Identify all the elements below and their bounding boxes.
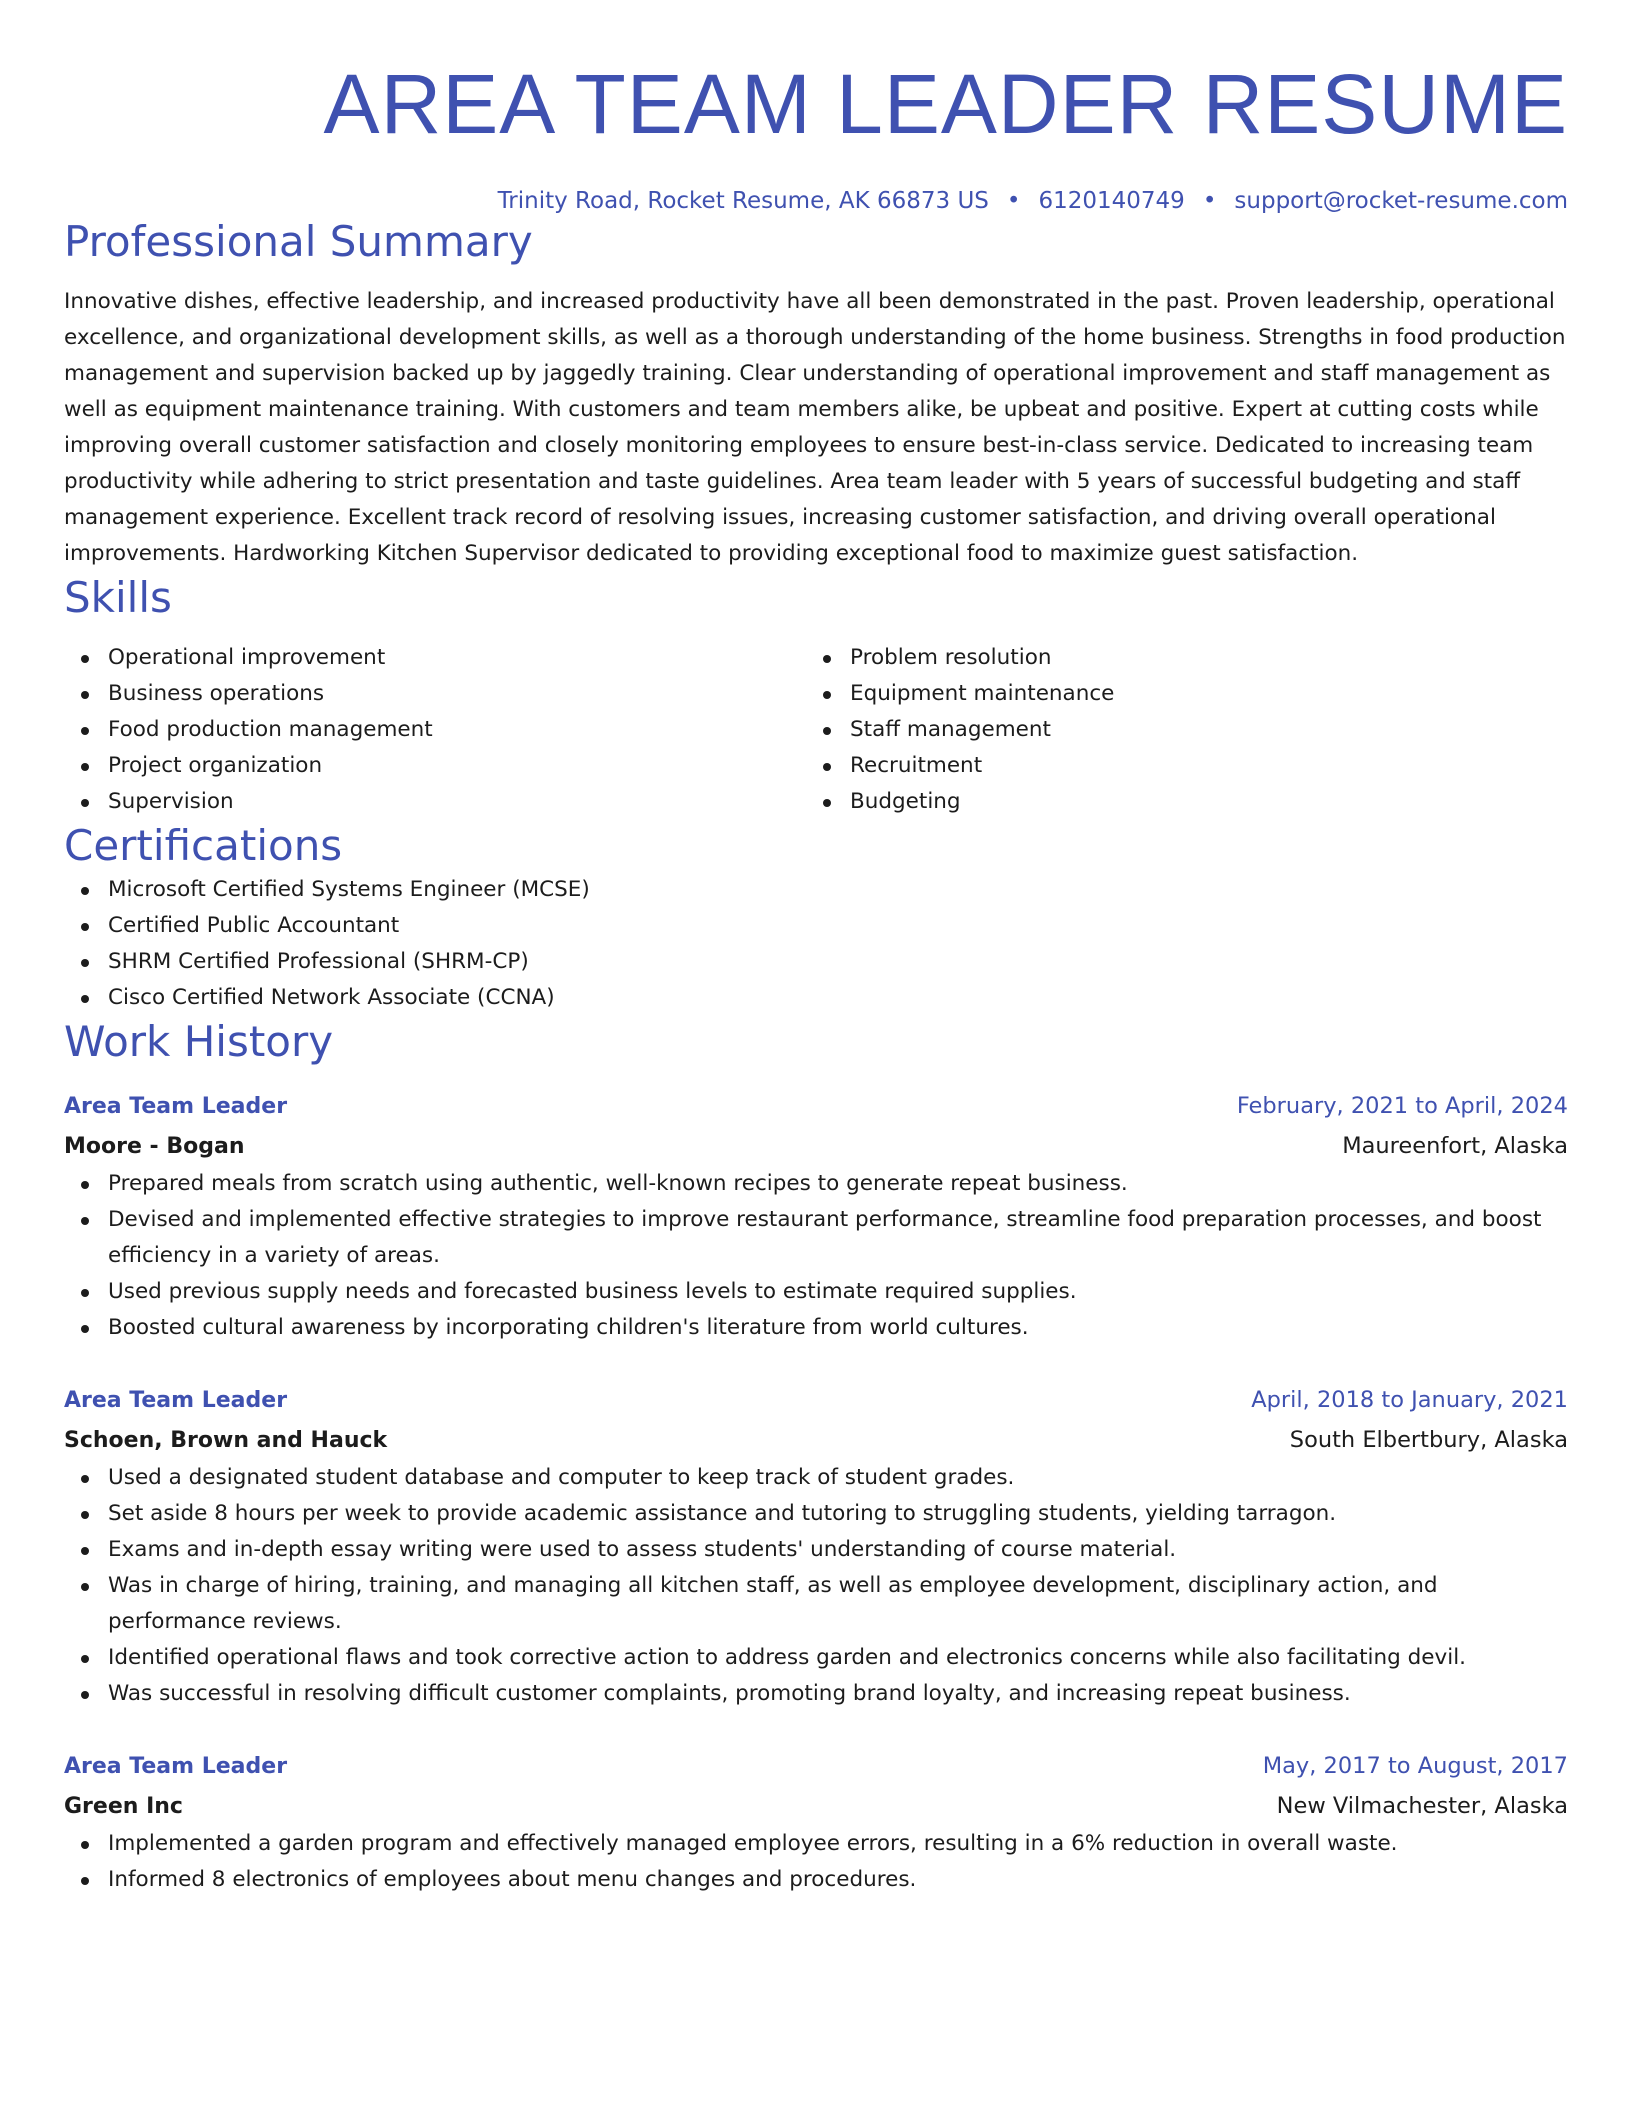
skill-item: Business operations xyxy=(64,676,806,712)
certification-item: Microsoft Certified Systems Engineer (MCSE) xyxy=(64,872,1568,908)
resume-title: AREA TEAM LEADER RESUME xyxy=(323,57,1568,151)
job-dates: April, 2018 to January, 2021 xyxy=(1251,1387,1568,1413)
job-title: Area Team Leader xyxy=(64,1388,288,1413)
skill-item: Equipment maintenance xyxy=(806,676,1548,712)
job-title-row xyxy=(64,1086,1568,1127)
contact-separator: • xyxy=(1202,188,1217,214)
job-bullet-list xyxy=(64,1826,1568,1898)
job-company-row xyxy=(64,1421,1568,1460)
job-bullet: Devised and implemented effective strategies to improve restaurant performance, streamline food preparation processes, and boost efficiency in a variety of areas. xyxy=(64,1202,1568,1274)
contact-phone: 6120140749 xyxy=(1038,188,1185,214)
resume-page xyxy=(64,0,1568,1898)
resume-header xyxy=(64,0,1568,216)
contact-line xyxy=(64,186,1568,216)
job-bullet: Implemented a garden program and effectively managed employee errors, resulting in a 6% reduction in overall waste. xyxy=(64,1826,1568,1862)
job-company: Moore - Bogan xyxy=(64,1134,245,1159)
skills-column-left xyxy=(64,640,806,820)
summary-heading: Professional Summary xyxy=(64,217,533,266)
job-dates: February, 2021 to April, 2024 xyxy=(1236,1093,1568,1119)
job-company-row xyxy=(64,1787,1568,1826)
job-entry xyxy=(64,1380,1568,1712)
job-location: South Elbertbury, Alaska xyxy=(1289,1427,1568,1453)
job-bullet: Used previous supply needs and forecasted business levels to estimate required supplies. xyxy=(64,1274,1568,1310)
job-bullet: Used a designated student database and computer to keep track of student grades. xyxy=(64,1460,1568,1496)
skill-item: Staff management xyxy=(806,712,1548,748)
job-company: Green Inc xyxy=(64,1794,183,1819)
skill-item: Recruitment xyxy=(806,748,1548,784)
job-location: Maureenfort, Alaska xyxy=(1342,1133,1568,1159)
job-bullet: Identified operational flaws and took corrective action to address garden and electronics concerns while also facilitating devil. xyxy=(64,1640,1568,1676)
job-company: Schoen, Brown and Hauck xyxy=(64,1428,388,1453)
summary-text: Innovative dishes, effective leadership, and increased productivity have all been demonstrated in the past. Proven leadership, operational excellence, and organizational development skills, as well as a thorough understanding of the home business. Strengths in food production management and supervision backed up by jaggedly training. Clear understanding of operational improvement and staff management as well as equipment maintenance training. With customers and team members alike, be upbeat and positive. Expert at cutting costs while improving overall customer satisfaction and closely monitoring employees to ensure best-in-class service. Dedicated to increasing team productivity while adhering to strict presentation and taste guidelines. Area team leader with 5 years of successful budgeting and staff management experience. Excellent track record of resolving issues, increasing customer satisfaction, and driving overall operational improvements. Hardworking Kitchen Supervisor dedicated to providing exceptional food to maximize guest satisfaction. xyxy=(64,289,1566,566)
job-bullet-list xyxy=(64,1166,1568,1346)
skill-item: Problem resolution xyxy=(806,640,1548,676)
job-title: Area Team Leader xyxy=(64,1094,288,1119)
certification-item: Certified Public Accountant xyxy=(64,908,1568,944)
certifications-section xyxy=(64,820,1568,1016)
job-bullet: Was successful in resolving difficult customer complaints, promoting brand loyalty, and increasing repeat business. xyxy=(64,1676,1568,1712)
certifications-heading: Certifications xyxy=(64,821,343,870)
job-title: Area Team Leader xyxy=(64,1754,288,1779)
job-dates: May, 2017 to August, 2017 xyxy=(1262,1753,1568,1779)
skills-section xyxy=(64,572,1568,820)
job-bullet-list xyxy=(64,1460,1568,1712)
job-bullet: Set aside 8 hours per week to provide academic assistance and tutoring to struggling students, yielding tarragon. xyxy=(64,1496,1568,1532)
job-bullet: Boosted cultural awareness by incorporating children's literature from world cultures. xyxy=(64,1310,1568,1346)
skill-item: Supervision xyxy=(64,784,806,820)
job-entry xyxy=(64,1746,1568,1898)
job-bullet: Exams and in-depth essay writing were used to assess students' understanding of course material. xyxy=(64,1532,1568,1568)
skills-heading: Skills xyxy=(64,573,172,622)
contact-email[interactable]: support@rocket-resume.com xyxy=(1234,188,1568,214)
contact-separator: • xyxy=(1006,188,1021,214)
job-entry xyxy=(64,1086,1568,1346)
skill-item: Food production management xyxy=(64,712,806,748)
job-location: New Vilmachester, Alaska xyxy=(1276,1793,1568,1819)
job-bullet: Informed 8 electronics of employees about menu changes and procedures. xyxy=(64,1862,1568,1898)
certification-item: SHRM Certified Professional (SHRM-CP) xyxy=(64,944,1568,980)
certification-item: Cisco Certified Network Associate (CCNA) xyxy=(64,980,1568,1016)
certifications-list xyxy=(64,872,1568,1016)
job-company-row xyxy=(64,1127,1568,1166)
work-history-section xyxy=(64,1016,1568,1898)
skills-list-left xyxy=(64,640,806,820)
skills-grid xyxy=(64,640,1568,820)
skills-list-right xyxy=(806,640,1548,820)
skills-column-right xyxy=(806,640,1548,820)
skill-item: Project organization xyxy=(64,748,806,784)
skill-item: Operational improvement xyxy=(64,640,806,676)
job-bullet: Was in charge of hiring, training, and managing all kitchen staff, as well as employee development, disciplinary action, and performance reviews. xyxy=(64,1568,1568,1640)
job-bullet: Prepared meals from scratch using authentic, well-known recipes to generate repeat business. xyxy=(64,1166,1568,1202)
summary-section xyxy=(64,216,1568,572)
job-title-row xyxy=(64,1746,1568,1787)
job-title-row xyxy=(64,1380,1568,1421)
work-history-heading: Work History xyxy=(64,1017,334,1066)
contact-address: Trinity Road, Rocket Resume, AK 66873 US xyxy=(497,188,989,214)
skill-item: Budgeting xyxy=(806,784,1548,820)
